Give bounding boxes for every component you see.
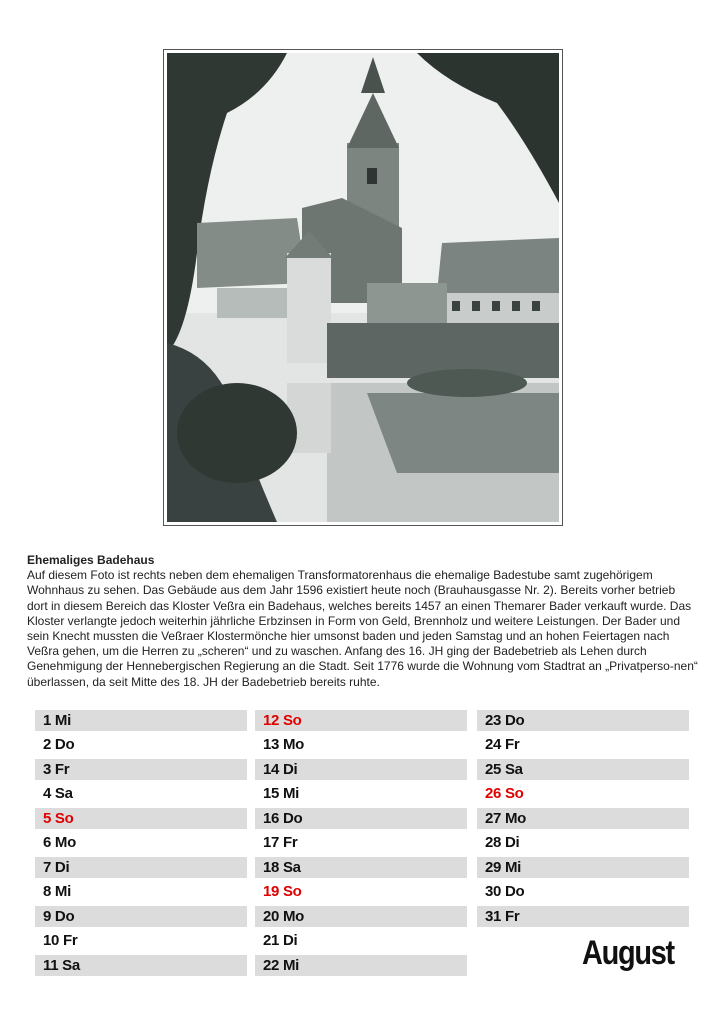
day-cell: [255, 783, 467, 804]
day-label: 3 Fr: [43, 760, 70, 778]
day-column-3: [477, 710, 689, 930]
day-label: 23 Do: [485, 712, 525, 729]
day-cell: [477, 734, 689, 755]
day-cell: [477, 710, 689, 731]
day-label: 28 Di: [485, 834, 520, 852]
day-cell: [255, 808, 467, 829]
day-cell: [35, 832, 247, 853]
bathhouse-photo-illustration: [167, 53, 559, 522]
day-cell: [255, 734, 467, 755]
day-cell: [35, 734, 247, 755]
caption-title: Ehemaliges Badehaus: [27, 553, 155, 567]
day-label: 2 Do: [43, 736, 75, 754]
day-cell: [35, 783, 247, 804]
day-label: 14 Di: [263, 760, 298, 778]
day-label: 21 Di: [263, 932, 298, 950]
day-label: 17 Fr: [263, 834, 298, 852]
day-label: 24 Fr: [485, 736, 520, 754]
day-cell: [35, 710, 247, 731]
day-cell: [35, 759, 247, 780]
day-label: 12 So: [263, 712, 302, 729]
day-cell: [477, 832, 689, 853]
day-label: 19 So: [263, 883, 302, 901]
day-cell: [255, 710, 467, 731]
day-label: 20 Mo: [263, 907, 305, 925]
day-cell: [477, 759, 689, 780]
month-title: August: [582, 934, 674, 972]
day-cell: [255, 857, 467, 878]
day-cell: [35, 955, 247, 976]
day-label: 16 Do: [263, 809, 303, 827]
day-label: 9 Do: [43, 907, 75, 925]
day-cell: [255, 881, 467, 902]
day-label: 26 So: [485, 785, 524, 803]
historic-photo: [163, 49, 563, 526]
day-column-2: [255, 710, 467, 979]
day-cell: [35, 906, 247, 927]
day-cell: [255, 906, 467, 927]
day-label: 13 Mo: [263, 736, 305, 754]
day-label: 8 Mi: [43, 883, 71, 901]
day-cell: [477, 857, 689, 878]
day-cell: [477, 881, 689, 902]
day-label: 11 Sa: [43, 956, 80, 974]
day-cell: [477, 783, 689, 804]
day-cell: [477, 808, 689, 829]
day-label: 7 Di: [43, 858, 70, 876]
day-cell: [35, 930, 247, 951]
day-label: 29 Mi: [485, 858, 522, 876]
day-label: 27 Mo: [485, 809, 527, 827]
caption-text: Auf diesem Foto ist rechts neben dem ehemaligen Transformatorenhaus die ehemalige Badestube samt zugehörigem Wohnhaus zu sehen. Das Gebäude aus dem Jahr 1596 existiert heute noch (Brauhausgasse Nr. 2). Bereits vorher betrieb dort in diesem Bereich das Kloster Veßra ein Badehaus, welches bereits 1457 an einen Themarer Bader verkauft wurde. Das Kloster verlangte jedoch weiterhin jährliche Erbzinsen in Form von Geld, Brennholz und weitere Leistungen. Der Bader und sein Knecht mussten die Veßraer Klostermönche hier umsonst baden und jeden Samstag und an hohen Feiertagen nach Veßra gehen, um die Herren zu „scheren“ und zu waschen. Anfang des 16. JH ging der Badebetrieb als Lehen durch Genehmigung der Hennebergischen Regierung an die Stadt. Seit 1776 wurde die Wohnung vom Stadtrat an „Privatperso-nen“ überlassen, da seit Mitte des 18. JH der Badebetrieb bereits ruhte.: [27, 568, 698, 689]
day-label: 25 Sa: [485, 760, 523, 778]
day-column-1: [35, 710, 247, 979]
day-cell: [477, 906, 689, 927]
day-cell: [255, 955, 467, 976]
day-label: 15 Mi: [263, 785, 300, 803]
day-label: 1 Mi: [43, 712, 71, 729]
photo-caption: [27, 553, 699, 690]
day-cell: [35, 857, 247, 878]
day-label: 18 Sa: [263, 858, 301, 876]
day-label: 4 Sa: [43, 785, 73, 803]
day-cell: [255, 930, 467, 951]
day-cell: [255, 832, 467, 853]
day-cell: [35, 808, 247, 829]
day-label: 31 Fr: [485, 907, 520, 925]
day-label: 30 Do: [485, 883, 525, 901]
day-cell: [35, 881, 247, 902]
day-cell: [255, 759, 467, 780]
day-label: 22 Mi: [263, 956, 300, 974]
day-label: 6 Mo: [43, 834, 76, 852]
day-label: 10 Fr: [43, 932, 78, 950]
day-label: 5 So: [43, 809, 74, 827]
